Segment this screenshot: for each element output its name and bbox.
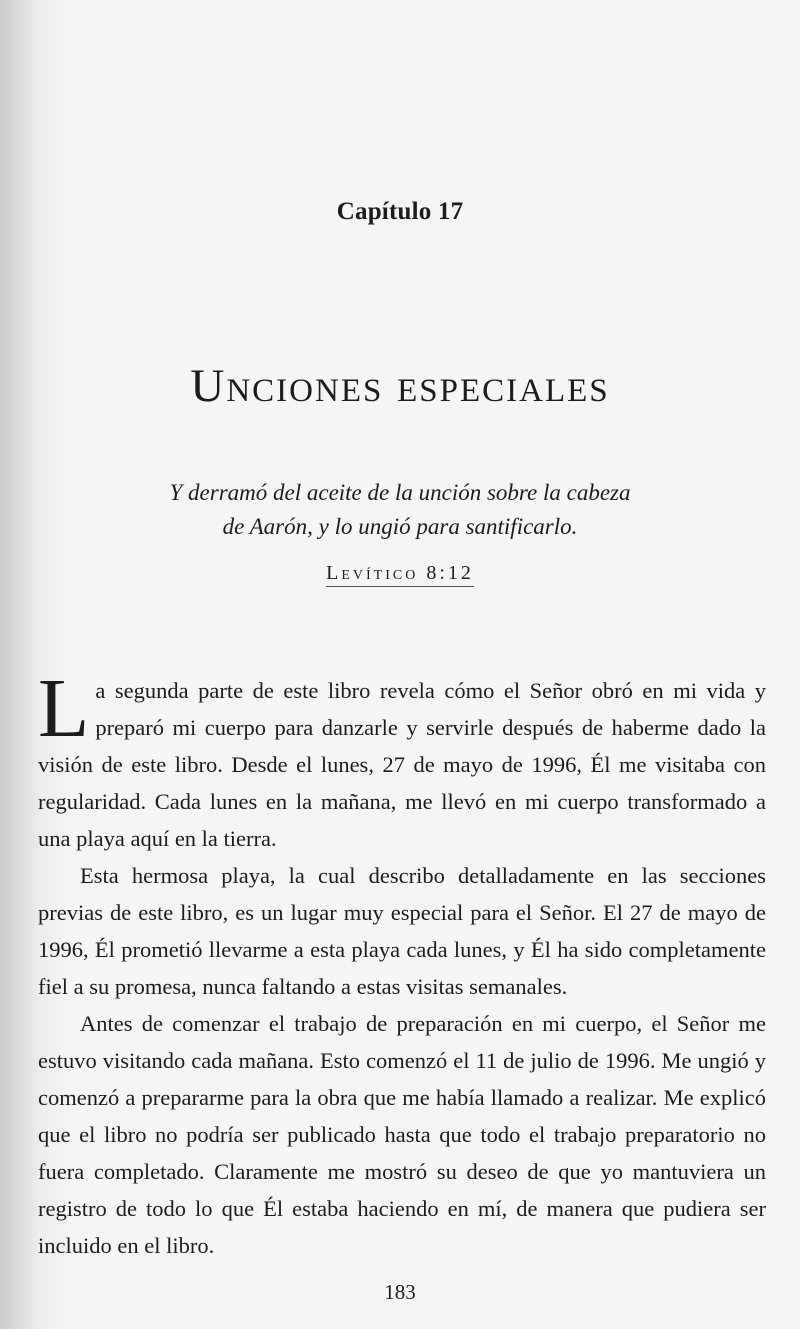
paragraph: Antes de comenzar el trabajo de preparación en mi cuerpo, el Señor me estuvo visitando cada mañana. Esto comenzó el 11 de julio de 1996. Me ungió y comenzó a prepararme para la obra que me había llamado a realizar. Me explicó que el libro no podría ser publicado hasta que todo el trabajo preparatorio no fuera completado. Claramente me mostró su deseo de que yo mantuviera un registro de todo lo que Él estaba haciendo en mí, de manera que pudiera ser incluido en el libro.	[38, 1011, 766, 1258]
chapter-title: Unciones especiales	[190, 360, 610, 413]
epigraph-source	[0, 562, 800, 585]
chapter-number: Capítulo 17	[336, 198, 464, 225]
paragraph: Esta hermosa playa, la cual describo detalladamente en las secciones previas de este libro, es un lugar muy especial para el Señor. El 27 de mayo de 1996, Él prometió llevarme a esta playa cada lunes, y Él ha sido completamente fiel a su promesa, nunca faltando a estas visitas semanales.	[38, 863, 766, 999]
body-text	[38, 662, 766, 1264]
epigraph-line: Y derramó del aceite de la unción sobre la cabeza	[169, 480, 631, 505]
page-number: 183	[384, 1280, 416, 1304]
paragraph-text: a segunda parte de este libro revela cómo el Señor obró en mi vida y preparó mi cuerpo para danzarle y servirle después de haberme dado la visión de este libro. Desde el lunes, 27 de mayo de 1996, Él me visitaba con regularidad. Cada lunes en la mañana, me llevó en mi cuerpo transformado a una playa aquí en la tierra.	[38, 678, 766, 851]
epigraph-line: de Aarón, y lo ungió para santificarlo.	[222, 514, 578, 539]
drop-cap: L	[38, 662, 90, 755]
paragraph	[38, 662, 766, 857]
epigraph-source-text: Levítico 8:12	[326, 562, 474, 587]
epigraph	[100, 476, 700, 544]
